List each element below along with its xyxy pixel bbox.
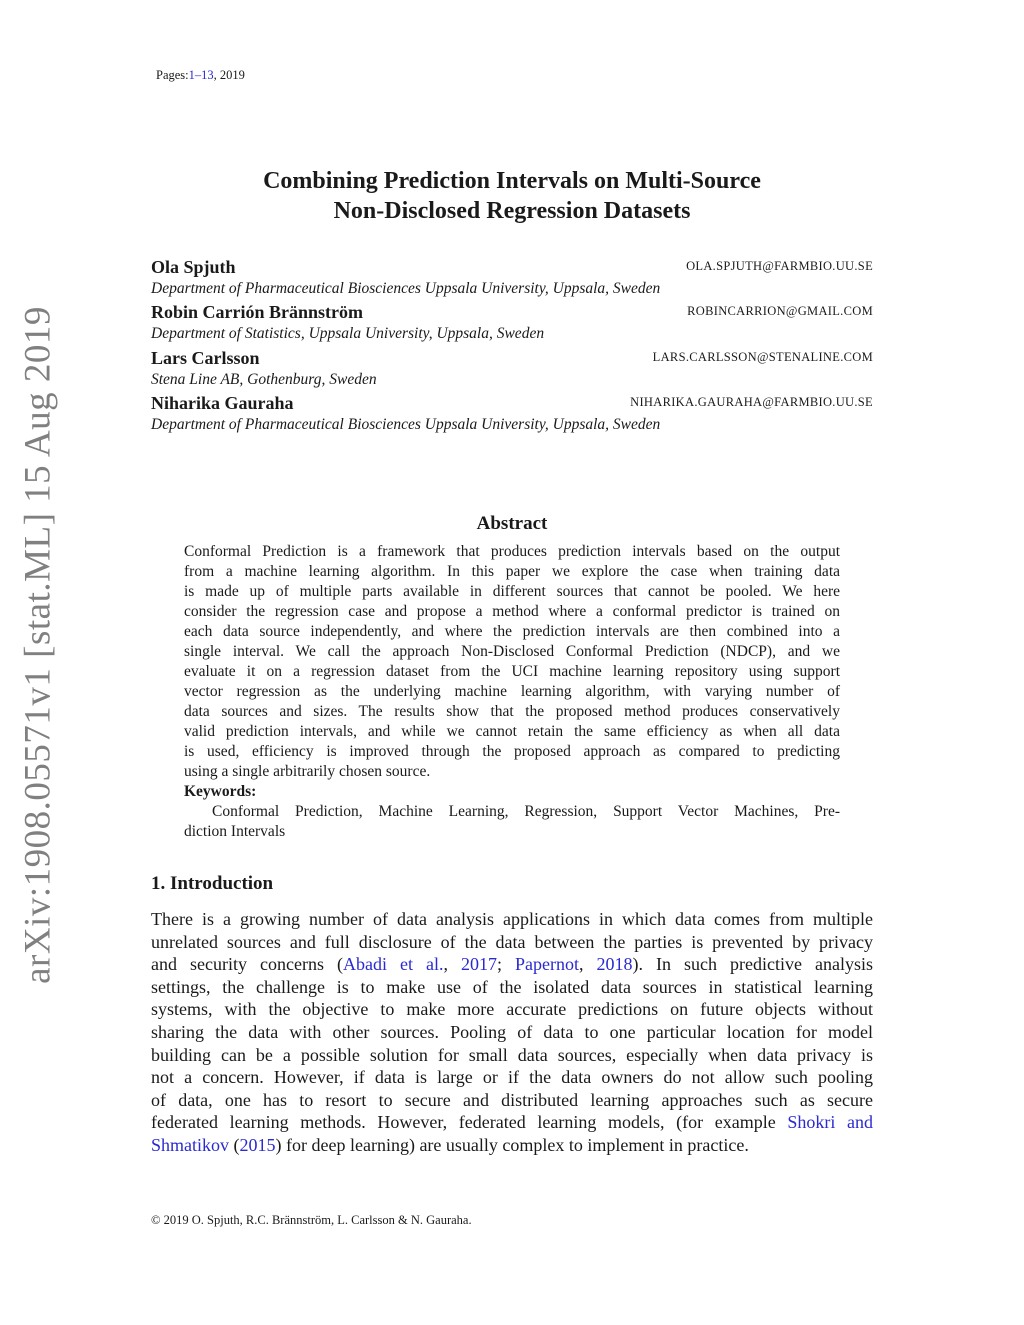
- text-segment: and security concerns (: [151, 954, 343, 975]
- text-line: vector regression as the underlying machine learning algorithm, with varying number of: [184, 683, 840, 700]
- text-segment: (: [229, 1134, 240, 1155]
- title-line: Combining Prediction Intervals on Multi-Source: [263, 168, 761, 194]
- text-line: [151, 998, 873, 1021]
- section-heading: 1. Introduction: [151, 873, 274, 894]
- text-segment: not a concern. However, if data is large or if the data owners do not allow such pooling: [151, 1067, 873, 1088]
- text-line: diction Intervals: [184, 823, 286, 840]
- keywords-heading: Keywords:: [184, 783, 257, 800]
- text-line: [151, 908, 873, 931]
- text-segment: systems, with the objective to make more accurate predictions on future objects without: [151, 999, 873, 1020]
- text-segment: ). In such predictive analysis: [632, 954, 873, 975]
- text-line: from a machine learning algorithm. In this paper we explore the case when training data: [184, 563, 840, 580]
- title-line: Non-Disclosed Regression Datasets: [333, 198, 691, 224]
- text-line: using a single arbitrarily chosen source.: [184, 763, 431, 780]
- citation-link[interactable]: 2015: [239, 1134, 276, 1155]
- author-email[interactable]: OLA.SPJUTH@FARMBIO.UU.SE: [686, 259, 873, 273]
- citation-link[interactable]: Abadi et al.: [342, 954, 444, 975]
- author-block: [151, 347, 873, 391]
- text-line: [151, 1111, 873, 1134]
- author-affiliation: Department of Pharmaceutical Biosciences Uppsala University, Uppsala, Sweden: [151, 415, 661, 433]
- pages-link[interactable]: 1–13: [188, 68, 214, 82]
- text-line: is made up of multiple parts available in different sources that cannot be pooled. We here: [184, 583, 840, 600]
- text-line: [151, 1066, 873, 1089]
- keywords-text: [184, 802, 840, 842]
- page-range: [156, 68, 245, 83]
- text-line: [151, 1134, 873, 1157]
- text-line: [151, 1089, 873, 1112]
- text-segment: federated learning methods. However, federated learning models, (for example: [151, 1112, 788, 1133]
- citation-link[interactable]: Shmatikov: [151, 1134, 230, 1155]
- text-line: [151, 953, 873, 976]
- author-name: Niharika Gauraha: [151, 392, 294, 413]
- abstract-text: [184, 542, 840, 782]
- text-line: valid prediction intervals, and while we cannot retain the same efficiency as when all data: [184, 723, 840, 740]
- text-line: [151, 931, 873, 954]
- author-email[interactable]: NIHARIKA.GAURAHA@FARMBIO.UU.SE: [630, 394, 873, 409]
- introduction-body: [151, 908, 873, 1157]
- text-segment: unrelated sources and full disclosure of the data between the parties is prevented by privacy: [151, 931, 873, 952]
- text-segment: sharing the data with other sources. Pooling of data to one particular location for model: [151, 1021, 873, 1042]
- abstract-body: [184, 542, 840, 842]
- citation-link[interactable]: Shokri and: [787, 1112, 873, 1133]
- text-segment: There is a growing number of data analysis applications in which data comes from multiple: [151, 909, 873, 929]
- author-name: Ola Spjuth: [151, 257, 236, 277]
- text-line: [151, 976, 873, 999]
- text-line: each data source independently, and where the prediction intervals are then combined into a: [184, 623, 840, 640]
- author-affiliation: Department of Statistics, Uppsala University, Uppsala, Sweden: [151, 325, 545, 343]
- text-segment: of data, one has to resort to secure and distributed learning approaches such as secure: [151, 1089, 873, 1110]
- citation-link[interactable]: Papernot: [515, 954, 579, 975]
- text-segment: ,: [578, 954, 597, 975]
- author-name: Lars Carlsson: [151, 347, 260, 368]
- pages-label: Pages:: [156, 68, 189, 82]
- author-block: [151, 392, 873, 436]
- author-affiliation: Stena Line AB, Gothenburg, Sweden: [151, 370, 377, 388]
- abstract-heading: Abstract: [476, 513, 548, 534]
- author-email[interactable]: LARS.CARLSSON@STENALINE.COM: [652, 349, 873, 364]
- author-name: Robin Carrión Brännström: [151, 302, 364, 323]
- text-line: evaluate it on a regression dataset from the UCI machine learning repository using support: [184, 663, 840, 680]
- text-segment: ;: [496, 954, 515, 975]
- text-segment: ) for deep learning) are usually complex to implement in practice.: [275, 1134, 749, 1155]
- text-line: Conformal Prediction is a framework that produces prediction intervals based on the output: [184, 543, 840, 560]
- author-affiliation: Department of Pharmaceutical Biosciences Uppsala University, Uppsala, Sweden: [151, 280, 661, 297]
- paper-title: [0, 166, 1024, 226]
- citation-link[interactable]: 2017: [460, 954, 497, 975]
- arxiv-identifier: arXiv:1908.05571v1 [stat.ML] 15 Aug 2019: [17, 306, 59, 984]
- author-block: [151, 256, 873, 300]
- text-segment: building can be a possible solution for small data sources, especially when data privacy is: [151, 1044, 873, 1065]
- text-line: consider the regression case and propose a method where a conformal predictor is trained on: [184, 603, 840, 620]
- text-segment: settings, the challenge is to make use of the isolated data sources in statistical learning: [151, 976, 873, 997]
- author-block: [151, 301, 873, 345]
- citation-link[interactable]: 2018: [596, 954, 633, 975]
- pages-year: , 2019: [213, 68, 245, 82]
- text-line: is used, efficiency is improved through the proposed approach as compared to predicting: [184, 743, 840, 760]
- text-line: [151, 1021, 873, 1044]
- text-line: single interval. We call the approach Non-Disclosed Conformal Prediction (NDCP), and we: [184, 643, 840, 660]
- text-line: Conformal Prediction, Machine Learning, Regression, Support Vector Machines, Pre-: [212, 803, 840, 820]
- text-line: [151, 1044, 873, 1067]
- copyright-footer: © 2019 O. Spjuth, R.C. Brännström, L. Carlsson & N. Gauraha.: [151, 1213, 472, 1227]
- text-segment: ,: [443, 954, 461, 975]
- author-email[interactable]: ROBINCARRION@GMAIL.COM: [687, 304, 873, 319]
- text-line: data sources and sizes. The results show that the proposed method produces conservatively: [184, 703, 840, 720]
